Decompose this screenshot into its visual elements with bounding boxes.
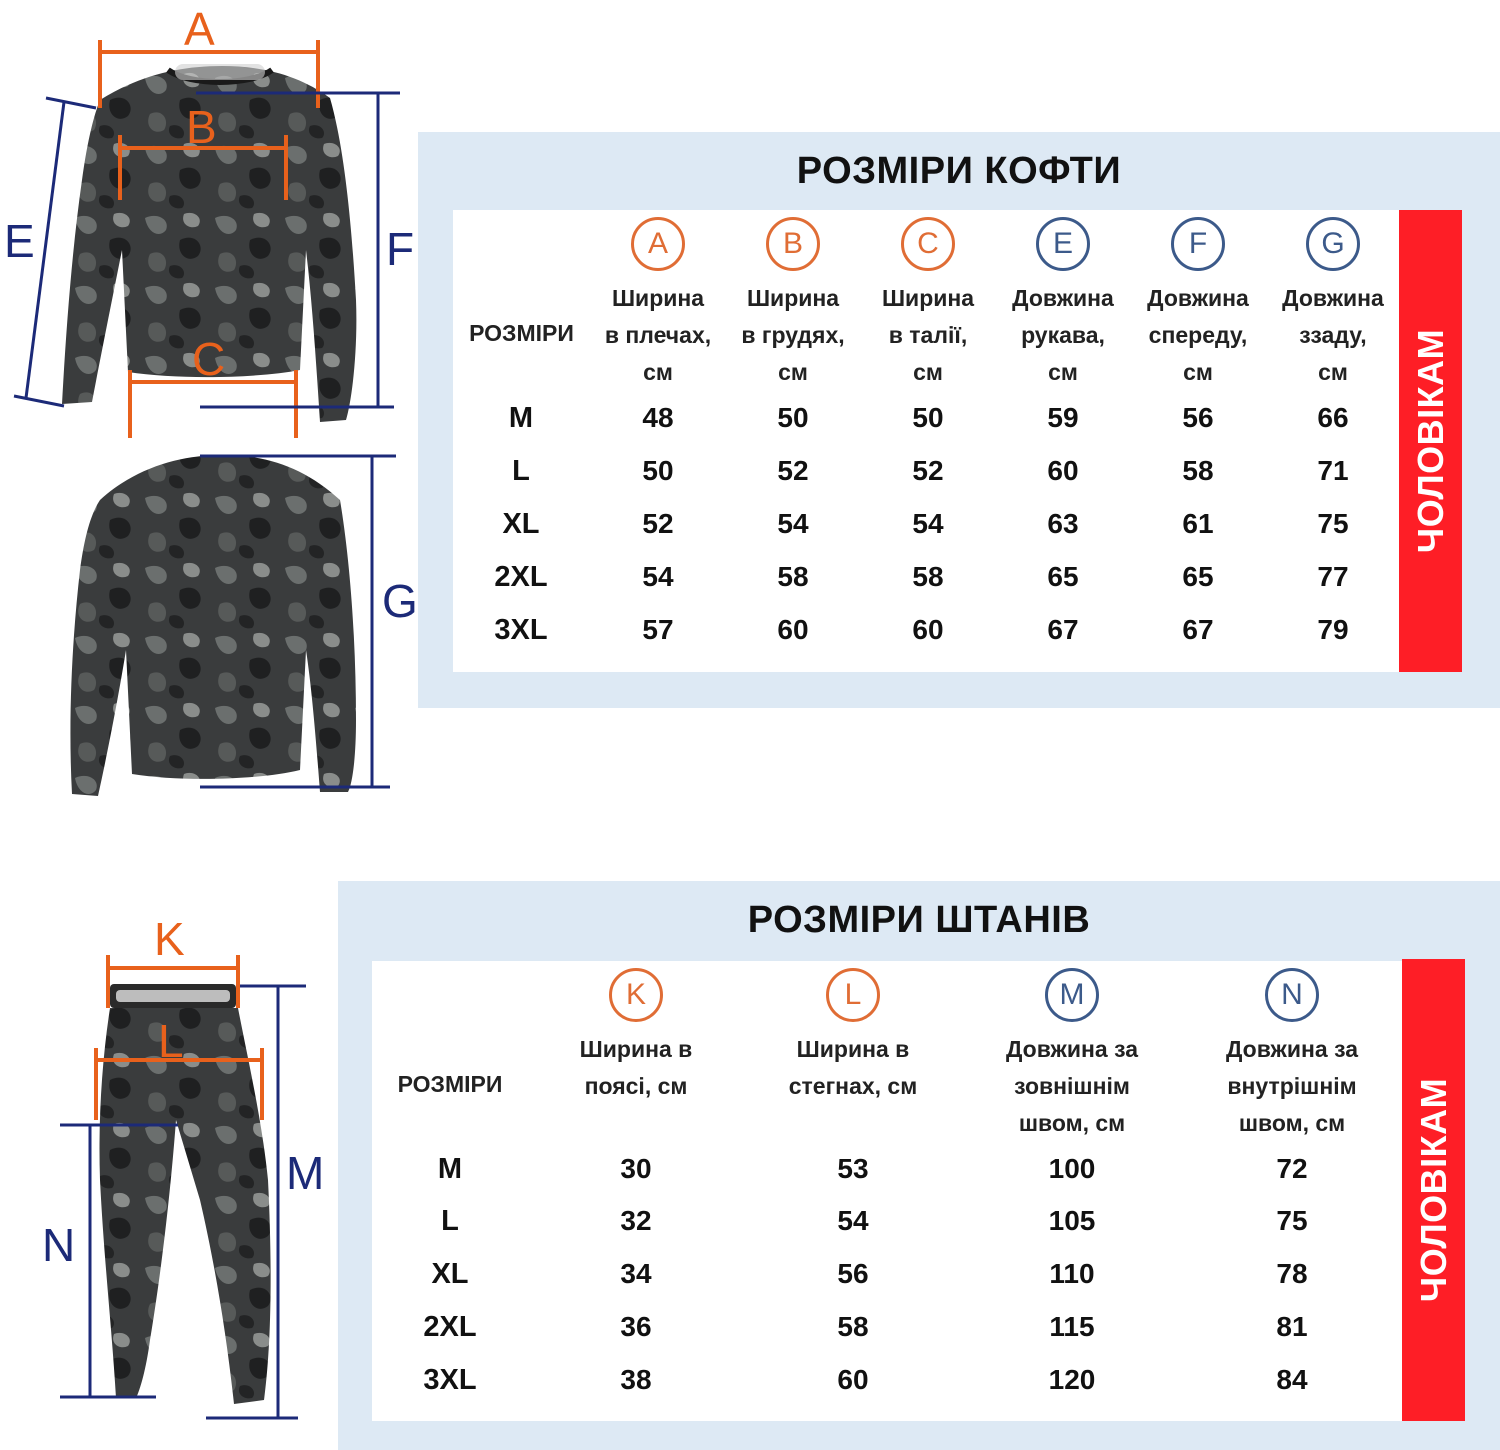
row-header: РОЗМІРИ [397,1071,503,1097]
column-header-line: ззаду, [1299,322,1367,348]
diagram-label-n: N [42,1219,76,1271]
column-header-line: см [643,359,673,385]
column-header-line: поясі, см [584,1073,688,1099]
table-cell: 52 [777,455,809,486]
column-badge-e: E [1036,217,1090,271]
diagram-label-e: E [4,215,35,267]
column-header-line: стегнах, см [788,1073,918,1099]
column-header-line: Ширина в [579,1036,693,1062]
column-header-line: Довжина за [1006,1036,1138,1062]
column-header [1132,280,1264,391]
size-label: 3XL [494,614,548,646]
table-cell: 84 [1276,1364,1308,1395]
column-header-line: в талії, [888,322,968,348]
column-badge-b: B [766,217,820,271]
table-cell: 67 [1182,614,1214,645]
column-header [862,280,994,391]
side-label: ЧОЛОВІКАМ [1412,1077,1454,1303]
table-cell: 50 [912,402,944,433]
column-header [536,1031,736,1105]
column-header-line: см [913,359,943,385]
table-cell: 54 [912,508,944,539]
column-header-line: Довжина [1012,285,1114,311]
size-label: XL [502,508,540,540]
size-label: M [437,1153,463,1185]
table-cell: 75 [1317,508,1349,539]
column-header-line: рукава, [1021,322,1105,348]
diagram-label-f: F [386,223,415,275]
table-cell: 54 [777,508,809,539]
pants-size-panel [338,881,1500,1450]
table-cell: 60 [837,1364,869,1395]
table-cell: 58 [837,1311,869,1342]
column-badge-c: C [901,217,955,271]
table-cell: 56 [837,1258,869,1289]
pants-size-table [372,961,1402,1421]
table-cell: 78 [1276,1258,1308,1289]
column-badge-g: G [1306,217,1360,271]
side-label-tab [1402,959,1465,1421]
column-header-line: см [1183,359,1213,385]
column-header [727,280,859,391]
size-label: 2XL [423,1311,477,1343]
table-cell: 58 [912,561,944,592]
table-cell: 54 [642,561,674,592]
pants-table-title: РОЗМІРИ ШТАНІВ [747,899,1091,941]
column-header [972,1031,1172,1142]
column-badge-m: M [1045,968,1099,1022]
size-label: XL [431,1258,469,1290]
table-cell: 56 [1182,402,1214,433]
column-header [1192,1031,1392,1142]
table-cell: 115 [1049,1311,1095,1342]
column-header-line: Довжина за [1226,1036,1358,1062]
size-label: 2XL [494,561,548,593]
shirt-size-table [453,210,1399,672]
column-header-line: зовнішнім [1014,1073,1130,1099]
table-cell: 38 [620,1364,652,1395]
diagram-label-b: B [186,101,217,153]
table-cell: 110 [1049,1258,1095,1289]
column-header [753,1031,953,1105]
column-header-line: Довжина [1147,285,1249,311]
column-header-line: внутрішнім [1227,1073,1357,1099]
column-header-line: в грудях, [741,322,845,348]
table-cell: 71 [1317,455,1349,486]
table-cell: 72 [1276,1153,1308,1184]
size-label: M [508,402,534,434]
table-cell: 120 [1048,1364,1096,1395]
table-cell: 58 [1182,455,1214,486]
table-cell: 79 [1317,614,1349,645]
shirt-table-title: РОЗМІРИ КОФТИ [796,150,1122,192]
column-badge-f: F [1171,217,1225,271]
column-header-line: Ширина [881,285,975,311]
row-header: РОЗМІРИ [469,320,574,346]
table-cell: 52 [642,508,674,539]
table-cell: 50 [642,455,674,486]
diagram-label-a: A [184,3,215,55]
table-cell: 63 [1047,508,1079,539]
size-label: L [512,455,530,487]
shirt-size-panel [418,132,1500,708]
diagram-label-l: L [158,1015,184,1067]
table-cell: 52 [912,455,944,486]
table-cell: 48 [642,402,674,433]
table-cell: 50 [777,402,809,433]
table-cell: 53 [837,1153,869,1184]
table-cell: 32 [620,1205,652,1236]
column-header-line: Довжина [1282,285,1384,311]
column-header-line: см [1318,359,1348,385]
column-header-line: Ширина в [796,1036,910,1062]
table-cell: 57 [642,614,674,645]
table-cell: 59 [1047,402,1079,433]
column-badge-a: A [631,217,685,271]
table-cell: 66 [1317,402,1349,433]
shirt-back-image [70,455,356,796]
column-header [592,280,724,391]
column-badge-l: L [826,968,880,1022]
column-header-line: спереду, [1148,322,1248,348]
table-cell: 30 [620,1153,652,1184]
diagram-label-k: K [154,913,185,965]
pants-image [99,984,270,1404]
table-cell: 36 [620,1311,652,1342]
table-cell: 60 [1047,455,1079,486]
diagram-label-m: M [286,1147,325,1199]
column-header-line: швом, см [1238,1110,1346,1136]
table-cell: 34 [620,1258,652,1289]
size-label: L [441,1205,459,1237]
table-cell: 65 [1182,561,1214,592]
column-header-line: в плечах, [604,322,712,348]
table-cell: 60 [777,614,809,645]
table-cell: 61 [1182,508,1214,539]
column-header-line: Ширина [611,285,705,311]
table-cell: 75 [1276,1205,1308,1236]
column-header-line: см [778,359,808,385]
table-cell: 65 [1047,561,1079,592]
column-header-line: Ширина [746,285,840,311]
column-header-line: см [1048,359,1078,385]
side-label: ЧОЛОВІКАМ [1409,328,1451,554]
table-cell: 54 [837,1205,869,1236]
table-cell: 58 [777,561,809,592]
table-cell: 60 [912,614,944,645]
table-cell: 67 [1047,614,1079,645]
side-label-tab [1399,210,1462,672]
table-cell: 105 [1048,1205,1096,1236]
column-badge-k: K [609,968,663,1022]
table-cell: 77 [1317,561,1349,592]
column-header-line: швом, см [1018,1110,1126,1136]
table-cell: 100 [1048,1153,1096,1184]
column-header [997,280,1129,391]
table-cell: 81 [1276,1311,1308,1342]
size-label: 3XL [423,1364,477,1396]
column-badge-n: N [1265,968,1319,1022]
diagram-label-c: C [192,333,226,385]
diagram-label-g: G [382,575,418,627]
column-header [1267,280,1399,391]
